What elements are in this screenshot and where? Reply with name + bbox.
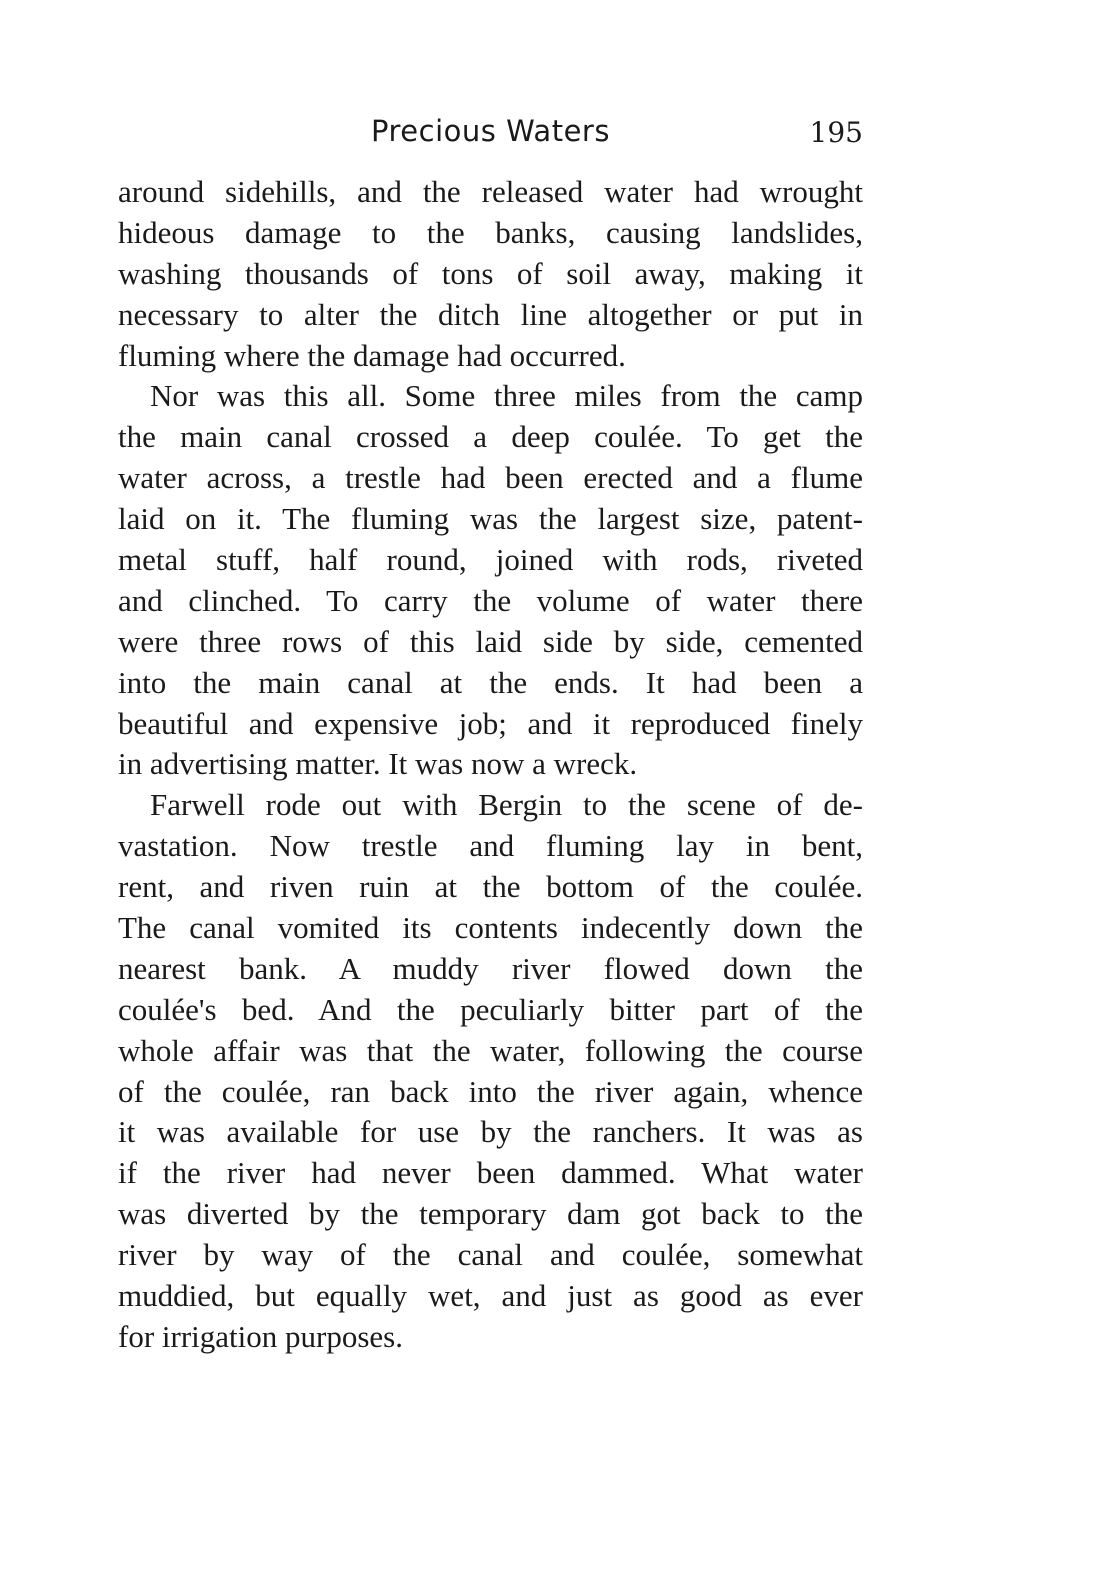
text-line: laid on it. The fluming was the largest size, patent- <box>118 501 863 537</box>
text-line: into the main canal at the ends. It had been a <box>118 664 863 700</box>
text-line: river by way of the canal and coulée, somewhat <box>118 1237 863 1273</box>
text-line: coulée's bed. And the peculiarly bitter part of the <box>118 991 863 1027</box>
body-text <box>118 172 863 1358</box>
text-line: muddied, but equally wet, and just as good as ever <box>118 1278 863 1314</box>
text-line: in advertising matter. It was now a wreck. <box>118 746 638 782</box>
text-line: beautiful and expensive job; and it reproduced finely <box>118 705 863 741</box>
text-line: The canal vomited its contents indecently down the <box>118 910 863 946</box>
text-line: metal stuff, half round, joined with rods, riveted <box>118 542 863 578</box>
text-line: if the river had never been dammed. What water <box>118 1155 863 1191</box>
running-head <box>118 110 863 158</box>
text-line: whole affair was that the water, following the course <box>118 1032 863 1068</box>
text-line: fluming where the damage had occurred. <box>118 337 626 373</box>
text-line: hideous damage to the banks, causing landslides, <box>118 214 863 250</box>
paragraph-3 <box>118 785 863 1357</box>
text-line: Farwell rode out with Bergin to the scene of de- <box>150 787 863 823</box>
text-line: the main canal crossed a deep coulée. To get the <box>118 419 863 455</box>
text-line: around sidehills, and the released water had wrought <box>118 174 863 209</box>
text-line: it was available for use by the ranchers. It was as <box>118 1114 863 1150</box>
text-line: Nor was this all. Some three miles from the camp <box>150 378 863 414</box>
text-line: were three rows of this laid side by side, cemented <box>118 623 863 659</box>
text-line: of the coulée, ran back into the river again, whence <box>118 1073 863 1109</box>
text-line: rent, and riven ruin at the bottom of the coulée. <box>118 869 863 905</box>
paragraph-2 <box>118 376 863 785</box>
text-line: necessary to alter the ditch line altogether or put in <box>118 296 863 332</box>
running-title: Precious Waters <box>371 114 610 148</box>
text-line: and clinched. To carry the volume of water there <box>118 582 863 618</box>
text-line: for irrigation purposes. <box>118 1318 403 1354</box>
paragraph-1 <box>118 172 863 376</box>
page-number: 195 <box>809 116 863 149</box>
text-line: washing thousands of tons of soil away, making it <box>118 255 863 291</box>
text-line: was diverted by the temporary dam got back to the <box>118 1196 863 1232</box>
text-line: nearest bank. A muddy river flowed down the <box>118 950 863 986</box>
text-line: vastation. Now trestle and fluming lay in bent, <box>118 828 863 864</box>
text-line: water across, a trestle had been erected and a flume <box>118 460 863 496</box>
